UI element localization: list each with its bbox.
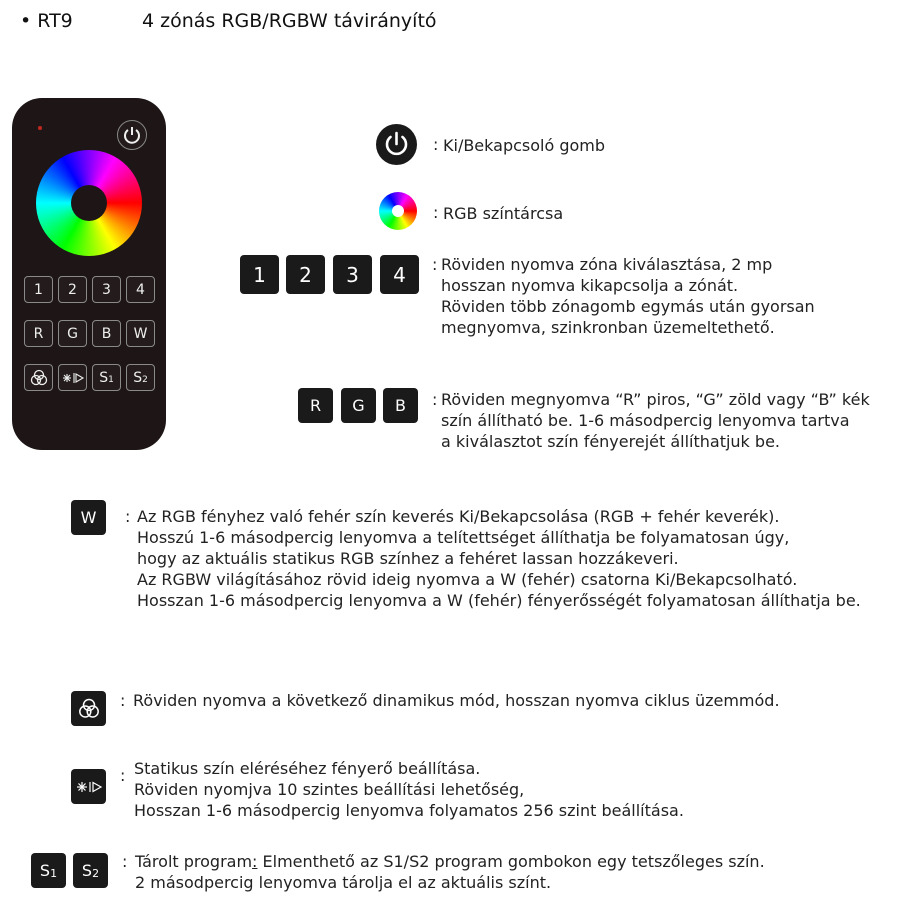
- zones-description-line-3: Röviden több zónagomb egymás után gyorsan: [441, 297, 815, 316]
- remote-r-key: R: [24, 320, 53, 347]
- rgb-wheel-description: RGB színtárcsa: [443, 204, 564, 223]
- brightness-description-line-2: Röviden nyomjva 10 szintes beállítási lehetőség,: [134, 780, 525, 799]
- legend-zone-4-key: 4: [380, 255, 419, 294]
- legend-brightness-key: [71, 769, 106, 804]
- w-key-description-line-1: Az RGB fényhez való fehér szín keverés Ki/Bekapcsolása (RGB + fehér keverék).: [137, 507, 780, 526]
- power-icon: [118, 121, 146, 149]
- w-key-description-line-4: Az RGBW világításához rövid ideig nyomva a W (fehér) csatorna Ki/Bekapcsolható.: [137, 570, 798, 589]
- w-key-description-line-5: Hosszan 1-6 másodpercig lenyomva a W (fehér) fényerősségét folyamatosan állíthatja be.: [137, 591, 861, 610]
- mode-key-description: Röviden nyomva a következő dinamikus mód, hosszan nyomva ciklus üzemmód.: [133, 691, 780, 710]
- remote-brightness-key: [58, 364, 87, 391]
- remote-control: [12, 98, 166, 450]
- legend-g-key: G: [341, 388, 376, 423]
- zones-description-line-2: hosszan nyomva kikapcsolja a zónát.: [441, 276, 739, 295]
- legend-b-key: B: [383, 388, 418, 423]
- page-title: 4 zónás RGB/RGBW távirányító: [142, 10, 437, 32]
- three-circles-icon: [77, 697, 101, 721]
- zones-description-line-4: megnyomva, szinkronban üzemeltethető.: [441, 318, 775, 337]
- legend-s1-key: S 1: [31, 853, 66, 888]
- remote-s2-key: S 2: [126, 364, 155, 391]
- remote-color-wheel: [36, 150, 142, 256]
- legend-s2-key: S 2: [73, 853, 108, 888]
- legend-w-key: W: [71, 500, 106, 535]
- remote-b-key: B: [92, 320, 121, 347]
- remote-power-button: [117, 120, 147, 150]
- brightness-icon: [75, 779, 103, 795]
- remote-zone-3-key: 3: [92, 276, 121, 303]
- brightness-description-line-3: Hosszan 1-6 másodpercig lenyomva folyamatos 256 szint beállítása.: [134, 801, 684, 820]
- remote-s1-key: S 1: [92, 364, 121, 391]
- legend-zone-1-key: 1: [240, 255, 279, 294]
- w-key-description-line-2: Hosszú 1-6 másodpercig lenyomva a telítettséget állíthatja be folyamatosan úgy,: [137, 528, 790, 547]
- remote-zone-2-key: 2: [58, 276, 87, 303]
- legend-r-key: R: [298, 388, 333, 423]
- power-description: Ki/Bekapcsoló gomb: [443, 136, 606, 155]
- brightness-icon: [61, 371, 85, 385]
- model-label: • RT9: [20, 10, 73, 32]
- rgb-keys-description-line-2: szín állítható be. 1-6 másodpercig lenyomva tartva: [441, 411, 850, 430]
- color-wheel-icon: [379, 192, 417, 230]
- scene-description-line-2: 2 másodpercig lenyomva tárolja el az aktuális színt.: [135, 873, 552, 892]
- brightness-description-line-1: Statikus szín eléréséhez fényerő beállítása.: [134, 759, 481, 778]
- w-key-description-line-3: hogy az aktuális statikus RGB színhez a fehéret lassan hozzákeveri.: [137, 549, 679, 568]
- remote-zone-4-key: 4: [126, 276, 155, 303]
- rgb-keys-description-line-1: Röviden megnyomva “R” piros, “G” zöld vagy “B” kék: [441, 390, 870, 409]
- legend-power-button: [376, 124, 417, 165]
- three-circles-icon: [29, 368, 49, 388]
- legend-mode-key: [71, 691, 106, 726]
- legend-zone-3-key: 3: [333, 255, 372, 294]
- status-led: [38, 126, 42, 130]
- zones-description-line-1: Röviden nyomva zóna kiválasztása, 2 mp: [441, 255, 773, 274]
- rgb-keys-description-line-3: a kiválasztot szín fényerejét állíthatjuk be.: [441, 432, 780, 451]
- remote-zone-1-key: 1: [24, 276, 53, 303]
- remote-mode-key: [24, 364, 53, 391]
- power-icon: [376, 124, 417, 165]
- legend-zone-2-key: 2: [286, 255, 325, 294]
- remote-w-key: W: [126, 320, 155, 347]
- scene-description-line-1: Tárolt program: Elmenthető az S1/S2 program gombokon egy tetszőleges szín.: [135, 852, 765, 871]
- remote-g-key: G: [58, 320, 87, 347]
